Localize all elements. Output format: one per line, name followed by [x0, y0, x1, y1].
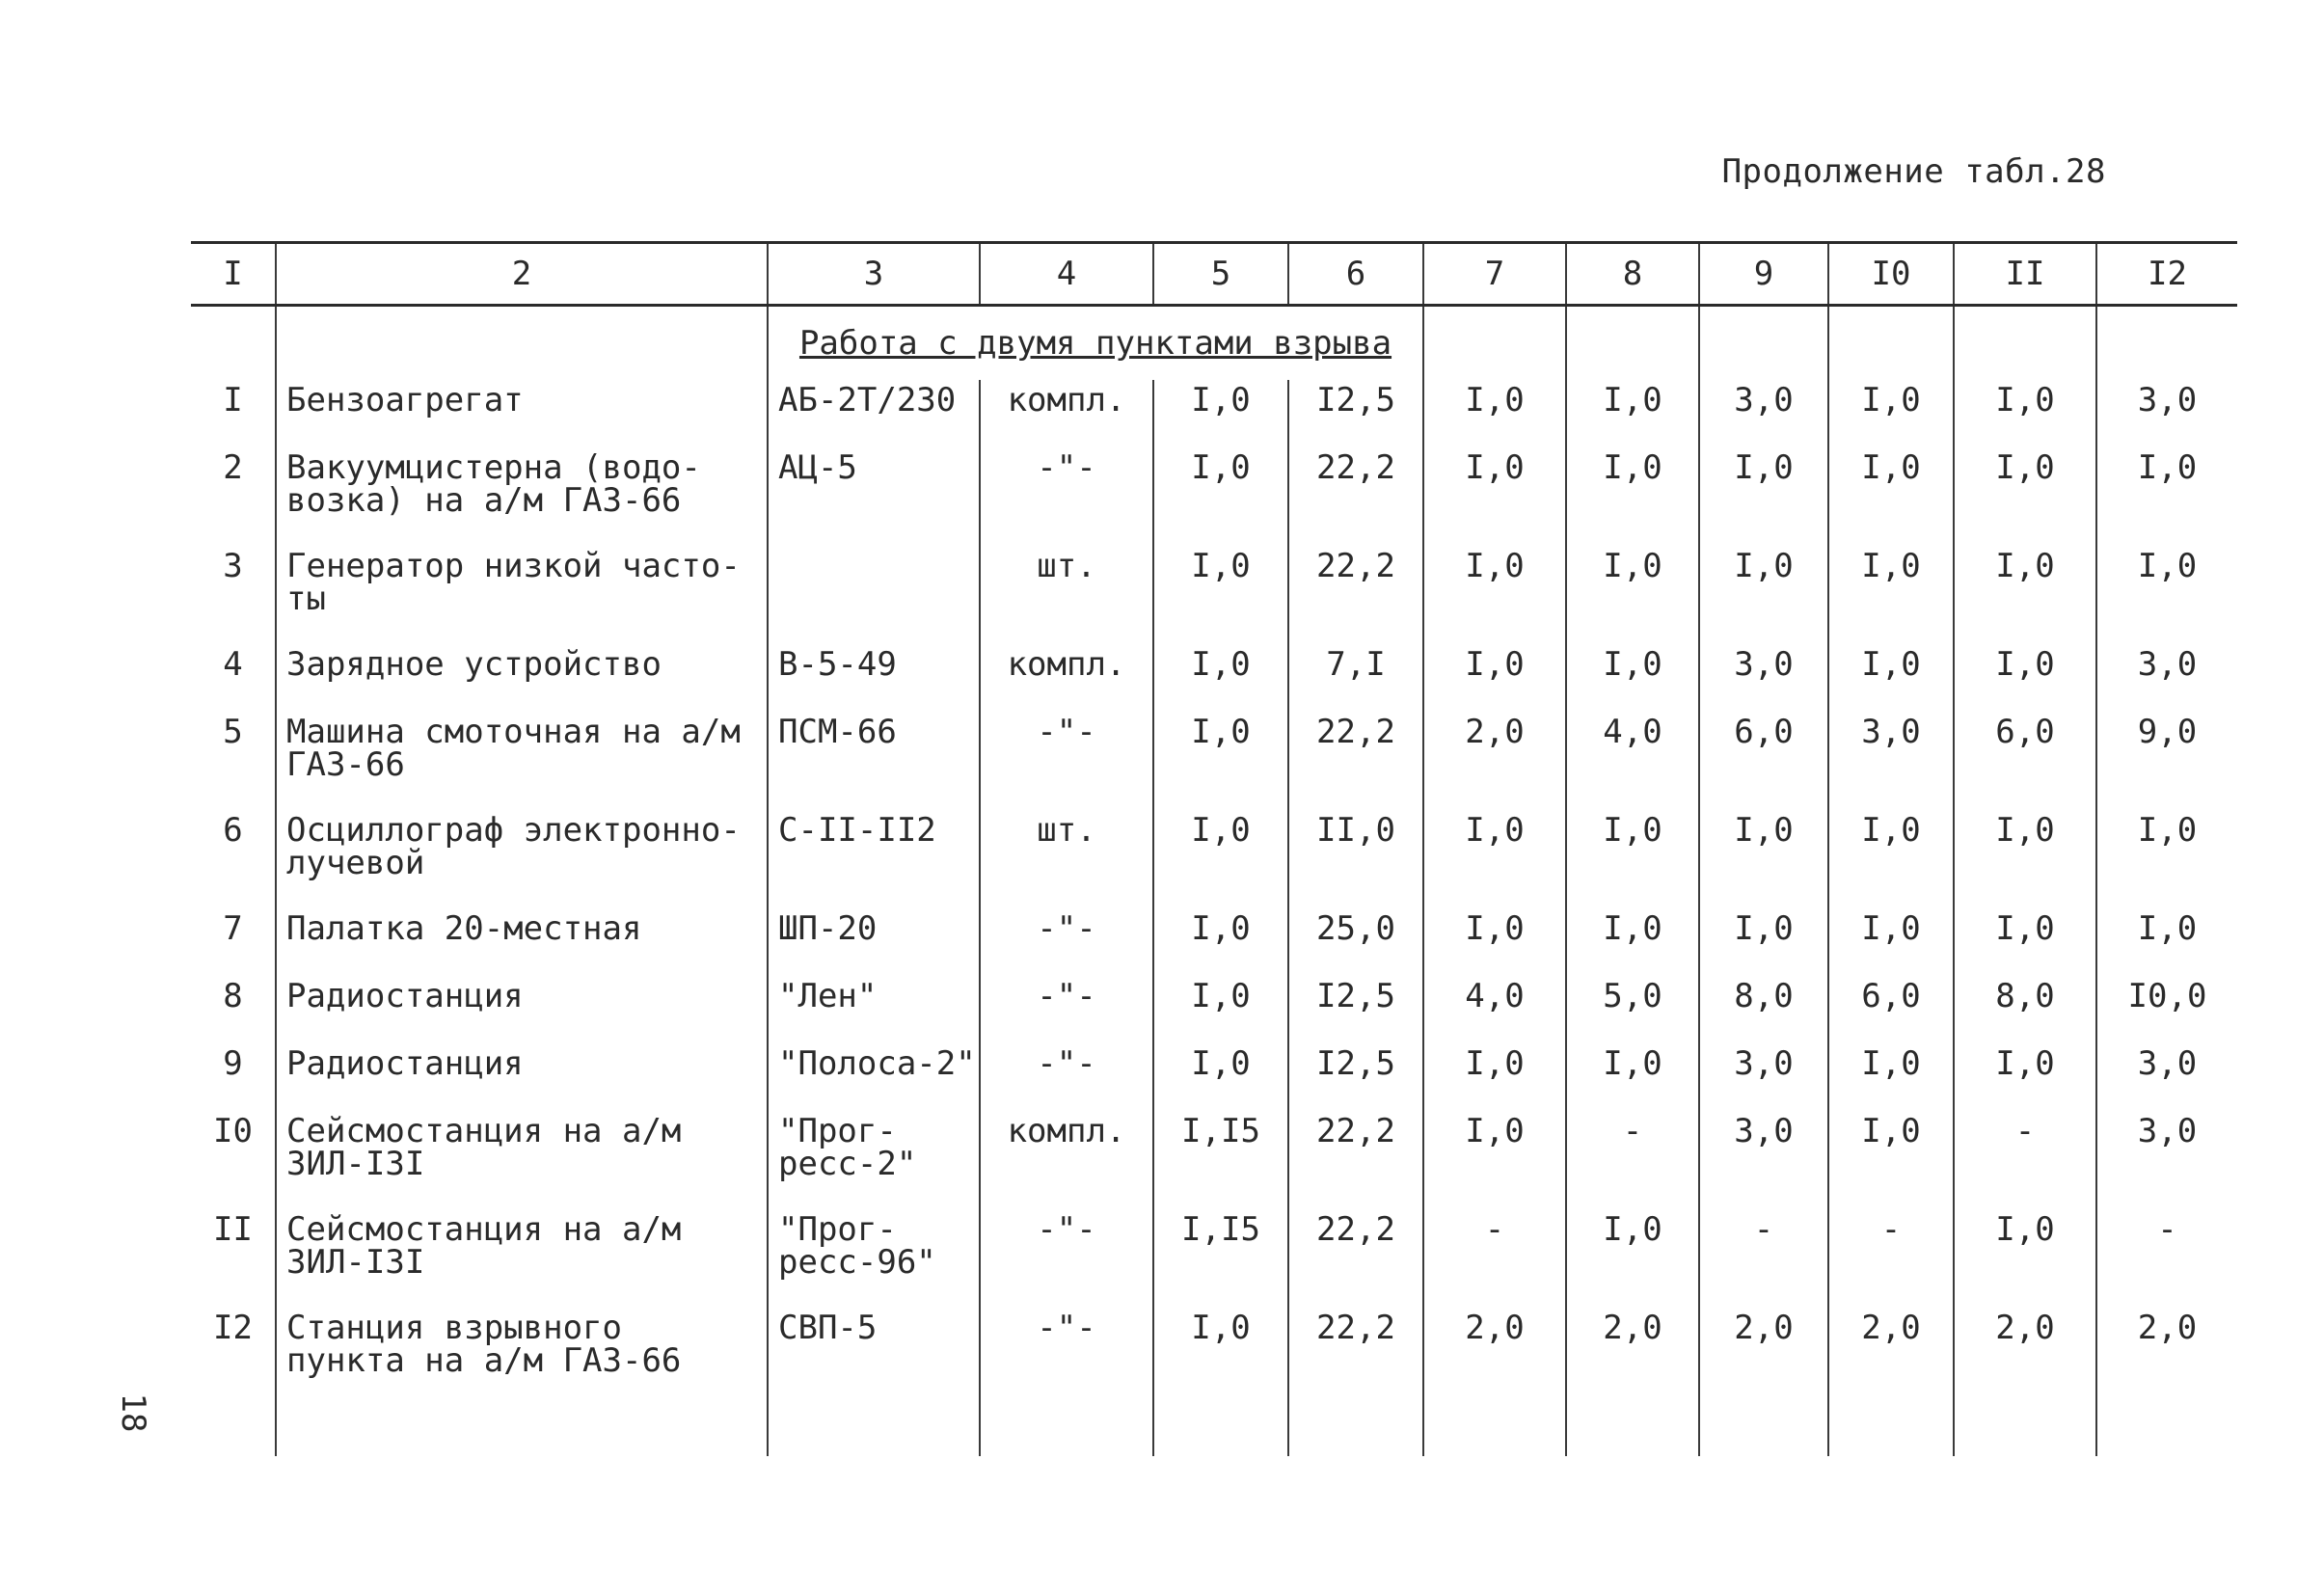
- value-cell: I,0: [2096, 546, 2237, 644]
- row-number: 2: [223, 448, 243, 487]
- value-cell: I2,5: [1288, 380, 1423, 447]
- value-cell: I,0: [1566, 908, 1699, 976]
- value-cell: 2,0: [1954, 1308, 2096, 1456]
- item-unit: компл.: [980, 1111, 1153, 1209]
- table-row: [191, 976, 2237, 1043]
- header-cell: 8: [1566, 243, 1699, 306]
- value-cell: 8,0: [1699, 976, 1828, 1043]
- value-cell: 22,2: [1288, 712, 1423, 810]
- header-cell: 3: [768, 243, 980, 306]
- value-cell: 3,0: [1699, 380, 1828, 447]
- section-row: [191, 306, 2237, 381]
- value-cell: I,0: [1153, 712, 1288, 810]
- value-cell: 7,I: [1288, 644, 1423, 712]
- item-type: "Лен": [768, 976, 980, 1043]
- value-cell: 22,2: [1288, 1111, 1423, 1209]
- value-cell: I2,5: [1288, 1043, 1423, 1111]
- item-type: "Прог-ресс-2": [768, 1111, 980, 1209]
- value-cell: I,0: [1153, 810, 1288, 908]
- value-cell: I,0: [1699, 908, 1828, 976]
- value-cell: I,0: [1566, 447, 1699, 546]
- item-name: Зарядное устройство: [276, 644, 768, 712]
- row-number: 3: [223, 547, 243, 585]
- value-cell: 22,2: [1288, 1308, 1423, 1456]
- value-cell: 4,0: [1423, 976, 1566, 1043]
- value-cell: 6,0: [1699, 712, 1828, 810]
- value-cell: 22,2: [1288, 1209, 1423, 1308]
- table-row: [191, 447, 2237, 546]
- item-name: Палатка 20-местная: [276, 908, 768, 976]
- item-unit: -"-: [980, 976, 1153, 1043]
- value-cell: 6,0: [1954, 712, 2096, 810]
- value-cell: -: [1828, 1209, 1954, 1308]
- value-cell: 2,0: [1423, 1308, 1566, 1456]
- item-type: "Прог-ресс-96": [768, 1209, 980, 1308]
- value-cell: I,0: [1153, 908, 1288, 976]
- item-unit: -"-: [980, 712, 1153, 810]
- value-cell: 2,0: [1566, 1308, 1699, 1456]
- item-unit: -"-: [980, 1209, 1153, 1308]
- value-cell: I,0: [1153, 447, 1288, 546]
- value-cell: II,0: [1288, 810, 1423, 908]
- value-cell: I,0: [1423, 447, 1566, 546]
- item-name: Осциллограф электронно-лучевой: [276, 810, 768, 908]
- row-number: 6: [223, 811, 243, 850]
- table-row: [191, 1043, 2237, 1111]
- table-row: [191, 1308, 2237, 1456]
- header-cell: I2: [2096, 243, 2237, 306]
- value-cell: I,0: [1828, 908, 1954, 976]
- value-cell: I,0: [1566, 546, 1699, 644]
- value-cell: I,0: [1954, 644, 2096, 712]
- value-cell: 3,0: [1699, 1111, 1828, 1209]
- value-cell: -: [1699, 1209, 1828, 1308]
- value-cell: I,0: [2096, 908, 2237, 976]
- item-name: Машина смоточная на а/м ГАЗ-66: [276, 712, 768, 810]
- value-cell: I,0: [1699, 546, 1828, 644]
- header-cell: 2: [276, 243, 768, 306]
- header-cell: I0: [1828, 243, 1954, 306]
- table-row: [191, 380, 2237, 447]
- row-number: 7: [223, 909, 243, 948]
- header-row: [191, 243, 2237, 306]
- header-cell: 4: [980, 243, 1153, 306]
- item-name: Бензоагрегат: [276, 380, 768, 447]
- value-cell: -: [2096, 1209, 2237, 1308]
- value-cell: I,0: [1423, 908, 1566, 976]
- row-number: I2: [213, 1309, 253, 1347]
- value-cell: I,0: [1153, 1308, 1288, 1456]
- value-cell: I,0: [1566, 1209, 1699, 1308]
- value-cell: I,0: [1954, 447, 2096, 546]
- value-cell: 3,0: [2096, 1111, 2237, 1209]
- row-number: I: [223, 381, 243, 419]
- value-cell: I,I5: [1153, 1111, 1288, 1209]
- value-cell: I,0: [1954, 380, 2096, 447]
- value-cell: I,0: [1423, 1111, 1566, 1209]
- item-unit: компл.: [980, 380, 1153, 447]
- header-cell: I: [191, 243, 276, 306]
- value-cell: I,0: [1699, 447, 1828, 546]
- value-cell: I,0: [2096, 447, 2237, 546]
- item-type: В-5-49: [768, 644, 980, 712]
- value-cell: I,0: [1153, 380, 1288, 447]
- item-name: Вакуумцистерна (водо-возка) на а/м ГАЗ-66: [276, 447, 768, 546]
- value-cell: I,0: [1828, 447, 1954, 546]
- item-type: СВП-5: [768, 1308, 980, 1456]
- table-row: [191, 546, 2237, 644]
- item-unit: -"-: [980, 908, 1153, 976]
- table-row: [191, 644, 2237, 712]
- header-cell: 5: [1153, 243, 1288, 306]
- value-cell: 2,0: [2096, 1308, 2237, 1456]
- value-cell: I,0: [1954, 1209, 2096, 1308]
- row-number: I0: [213, 1112, 253, 1150]
- value-cell: I,0: [1423, 1043, 1566, 1111]
- value-cell: 2,0: [1828, 1308, 1954, 1456]
- table-row: [191, 810, 2237, 908]
- value-cell: 3,0: [2096, 380, 2237, 447]
- header-cell: II: [1954, 243, 2096, 306]
- item-type: "Полоса-2": [768, 1043, 980, 1111]
- value-cell: I,0: [1423, 546, 1566, 644]
- value-cell: 3,0: [1828, 712, 1954, 810]
- item-unit: шт.: [980, 546, 1153, 644]
- row-number: 4: [223, 645, 243, 684]
- item-unit: -"-: [980, 1308, 1153, 1456]
- item-type: С-II-II2: [768, 810, 980, 908]
- item-unit: компл.: [980, 644, 1153, 712]
- value-cell: I,0: [1153, 1043, 1288, 1111]
- value-cell: 25,0: [1288, 908, 1423, 976]
- value-cell: I,0: [1566, 644, 1699, 712]
- value-cell: 2,0: [1423, 712, 1566, 810]
- value-cell: 3,0: [1699, 644, 1828, 712]
- section-title: Работа с двумя пунктами взрыва: [768, 306, 1423, 381]
- value-cell: I,0: [1954, 1043, 2096, 1111]
- item-name: Радиостанция: [276, 1043, 768, 1111]
- value-cell: I,0: [2096, 810, 2237, 908]
- header-cell: 9: [1699, 243, 1828, 306]
- row-number: II: [213, 1210, 253, 1249]
- value-cell: I,0: [1423, 810, 1566, 908]
- item-name: Генератор низкой часто-ты: [276, 546, 768, 644]
- item-type: АБ-2Т/230: [768, 380, 980, 447]
- value-cell: I,0: [1828, 810, 1954, 908]
- value-cell: I,0: [1153, 546, 1288, 644]
- value-cell: I,0: [1828, 546, 1954, 644]
- value-cell: 3,0: [1699, 1043, 1828, 1111]
- table-caption: Продолжение табл.28: [1721, 152, 2106, 191]
- table-row: [191, 1209, 2237, 1308]
- value-cell: 3,0: [2096, 644, 2237, 712]
- value-cell: I,0: [1699, 810, 1828, 908]
- table-row: [191, 1111, 2237, 1209]
- value-cell: 22,2: [1288, 447, 1423, 546]
- item-type: АЦ-5: [768, 447, 980, 546]
- table-row: [191, 712, 2237, 810]
- item-unit: шт.: [980, 810, 1153, 908]
- value-cell: I,0: [1954, 546, 2096, 644]
- value-cell: I,0: [1566, 810, 1699, 908]
- value-cell: I,0: [1828, 380, 1954, 447]
- value-cell: I2,5: [1288, 976, 1423, 1043]
- value-cell: 22,2: [1288, 546, 1423, 644]
- item-type: ШП-20: [768, 908, 980, 976]
- value-cell: I,0: [1423, 380, 1566, 447]
- value-cell: 5,0: [1566, 976, 1699, 1043]
- item-name: Сейсмостанция на а/м ЗИЛ-I3I: [276, 1111, 768, 1209]
- row-number: 5: [223, 713, 243, 751]
- value-cell: I0,0: [2096, 976, 2237, 1043]
- value-cell: I,0: [1828, 644, 1954, 712]
- value-cell: I,0: [1153, 976, 1288, 1043]
- page-number: 18: [114, 1392, 152, 1433]
- value-cell: I,0: [1423, 644, 1566, 712]
- item-unit: -"-: [980, 1043, 1153, 1111]
- item-type: ПСМ-66: [768, 712, 980, 810]
- item-type: [768, 546, 980, 644]
- row-number: 9: [223, 1044, 243, 1083]
- value-cell: I,0: [1566, 380, 1699, 447]
- item-name: Сейсмостанция на а/м ЗИЛ-I3I: [276, 1209, 768, 1308]
- row-number: 8: [223, 977, 243, 1015]
- value-cell: 9,0: [2096, 712, 2237, 810]
- value-cell: I,0: [1566, 1043, 1699, 1111]
- item-unit: -"-: [980, 447, 1153, 546]
- value-cell: I,0: [1153, 644, 1288, 712]
- value-cell: -: [1566, 1111, 1699, 1209]
- equipment-table: [191, 241, 2237, 1456]
- value-cell: 3,0: [2096, 1043, 2237, 1111]
- value-cell: 2,0: [1699, 1308, 1828, 1456]
- value-cell: I,0: [1828, 1111, 1954, 1209]
- value-cell: -: [1423, 1209, 1566, 1308]
- value-cell: 6,0: [1828, 976, 1954, 1043]
- value-cell: -: [1954, 1111, 2096, 1209]
- value-cell: I,I5: [1153, 1209, 1288, 1308]
- value-cell: I,0: [1954, 908, 2096, 976]
- table-row: [191, 908, 2237, 976]
- value-cell: 4,0: [1566, 712, 1699, 810]
- header-cell: 7: [1423, 243, 1566, 306]
- value-cell: 8,0: [1954, 976, 2096, 1043]
- header-cell: 6: [1288, 243, 1423, 306]
- value-cell: I,0: [1828, 1043, 1954, 1111]
- item-name: Радиостанция: [276, 976, 768, 1043]
- value-cell: I,0: [1954, 810, 2096, 908]
- item-name: Станция взрывного пункта на а/м ГАЗ-66: [276, 1308, 768, 1456]
